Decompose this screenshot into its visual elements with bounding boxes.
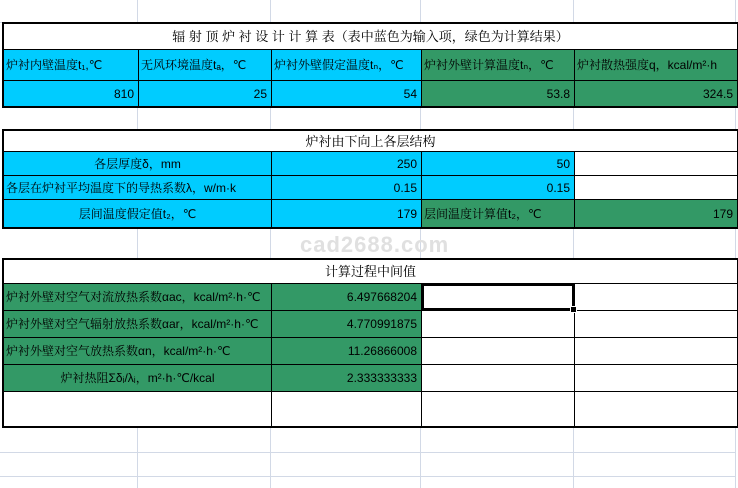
table1-title: 辐 射 顶 炉 衬 设 计 计 算 表（表中蓝色为输入项，绿色为计算结果） bbox=[4, 24, 737, 50]
watermark: cad2688.com bbox=[300, 232, 450, 257]
selected-cell[interactable] bbox=[422, 284, 575, 311]
table-radiation-roof-lining-calc bbox=[2, 22, 738, 108]
value-layer1-conductivity[interactable]: 0.15 bbox=[272, 176, 422, 200]
empty-cell[interactable] bbox=[575, 176, 737, 200]
table-layer-structure bbox=[2, 129, 738, 229]
value-convection-coefficient[interactable]: 6.497668204 bbox=[272, 284, 422, 311]
header-outer-wall-calc-temp[interactable]: 炉衬外壁计算温度tₙ，℃ bbox=[422, 50, 575, 81]
label-interlayer-temp-calc[interactable]: 层间温度计算值t₂，℃ bbox=[422, 200, 575, 227]
label-thermal-conductivity[interactable]: 各层在炉衬平均温度下的导热系数λ，w/m·k bbox=[4, 176, 272, 200]
value-interlayer-temp-assumed[interactable]: 179 bbox=[272, 200, 422, 227]
header-ambient-temp[interactable]: 无风环境温度tₐ，℃ bbox=[139, 50, 272, 81]
table-intermediate-values bbox=[2, 258, 738, 428]
gridline-horizontal bbox=[0, 452, 735, 453]
empty-cell[interactable] bbox=[4, 392, 272, 426]
label-convection-coefficient[interactable]: 炉衬外壁对空气对流放热系数αac，kcal/m²·h·℃ bbox=[4, 284, 272, 311]
value-radiation-coefficient[interactable]: 4.770991875 bbox=[272, 311, 422, 338]
empty-cell[interactable] bbox=[575, 284, 737, 311]
empty-cell[interactable] bbox=[422, 392, 575, 426]
empty-cell[interactable] bbox=[575, 311, 737, 338]
header-heat-loss-intensity[interactable]: 炉衬散热强度q，kcal/m²·h bbox=[575, 50, 737, 81]
table3-title: 计算过程中间值 bbox=[4, 260, 737, 284]
value-total-heat-transfer-coefficient[interactable]: 11.26866008 bbox=[272, 338, 422, 365]
empty-cell[interactable] bbox=[422, 311, 575, 338]
gridline-horizontal bbox=[0, 476, 735, 477]
value-layer2-conductivity[interactable]: 0.15 bbox=[422, 176, 575, 200]
value-layer1-thickness[interactable]: 250 bbox=[272, 152, 422, 176]
empty-cell[interactable] bbox=[422, 365, 575, 392]
empty-cell[interactable] bbox=[575, 338, 737, 365]
table2-title: 炉衬由下向上各层结构 bbox=[4, 131, 737, 152]
value-inner-wall-temp[interactable]: 810 bbox=[4, 81, 139, 106]
value-heat-loss-intensity[interactable]: 324.5 bbox=[575, 81, 737, 106]
selection-fill-handle[interactable] bbox=[570, 306, 577, 313]
label-layer-thickness[interactable]: 各层厚度δ，mm bbox=[4, 152, 272, 176]
empty-cell[interactable] bbox=[272, 392, 422, 426]
empty-cell[interactable] bbox=[575, 152, 737, 176]
label-total-heat-transfer-coefficient[interactable]: 炉衬外壁对空气放热系数αn，kcal/m²·h·℃ bbox=[4, 338, 272, 365]
label-interlayer-temp-assumed[interactable]: 层间温度假定值t₂，℃ bbox=[4, 200, 272, 227]
label-thermal-resistance[interactable]: 炉衬热阻Σδᵢ/λᵢ，m²·h·℃/kcal bbox=[4, 365, 272, 392]
empty-cell[interactable] bbox=[422, 338, 575, 365]
empty-cell[interactable] bbox=[575, 365, 737, 392]
value-thermal-resistance[interactable]: 2.333333333 bbox=[272, 365, 422, 392]
value-layer2-thickness[interactable]: 50 bbox=[422, 152, 575, 176]
label-radiation-coefficient[interactable]: 炉衬外壁对空气辐射放热系数αar，kcal/m²·h·℃ bbox=[4, 311, 272, 338]
selection-border bbox=[422, 284, 574, 310]
header-inner-wall-temp[interactable]: 炉衬内壁温度t₁,℃ bbox=[4, 50, 139, 81]
value-interlayer-temp-calc[interactable]: 179 bbox=[575, 200, 737, 227]
value-outer-wall-assumed-temp[interactable]: 54 bbox=[272, 81, 422, 106]
header-outer-wall-assumed-temp[interactable]: 炉衬外壁假定温度tₙ，℃ bbox=[272, 50, 422, 81]
value-outer-wall-calc-temp[interactable]: 53.8 bbox=[422, 81, 575, 106]
value-ambient-temp[interactable]: 25 bbox=[139, 81, 272, 106]
empty-cell[interactable] bbox=[575, 392, 737, 426]
